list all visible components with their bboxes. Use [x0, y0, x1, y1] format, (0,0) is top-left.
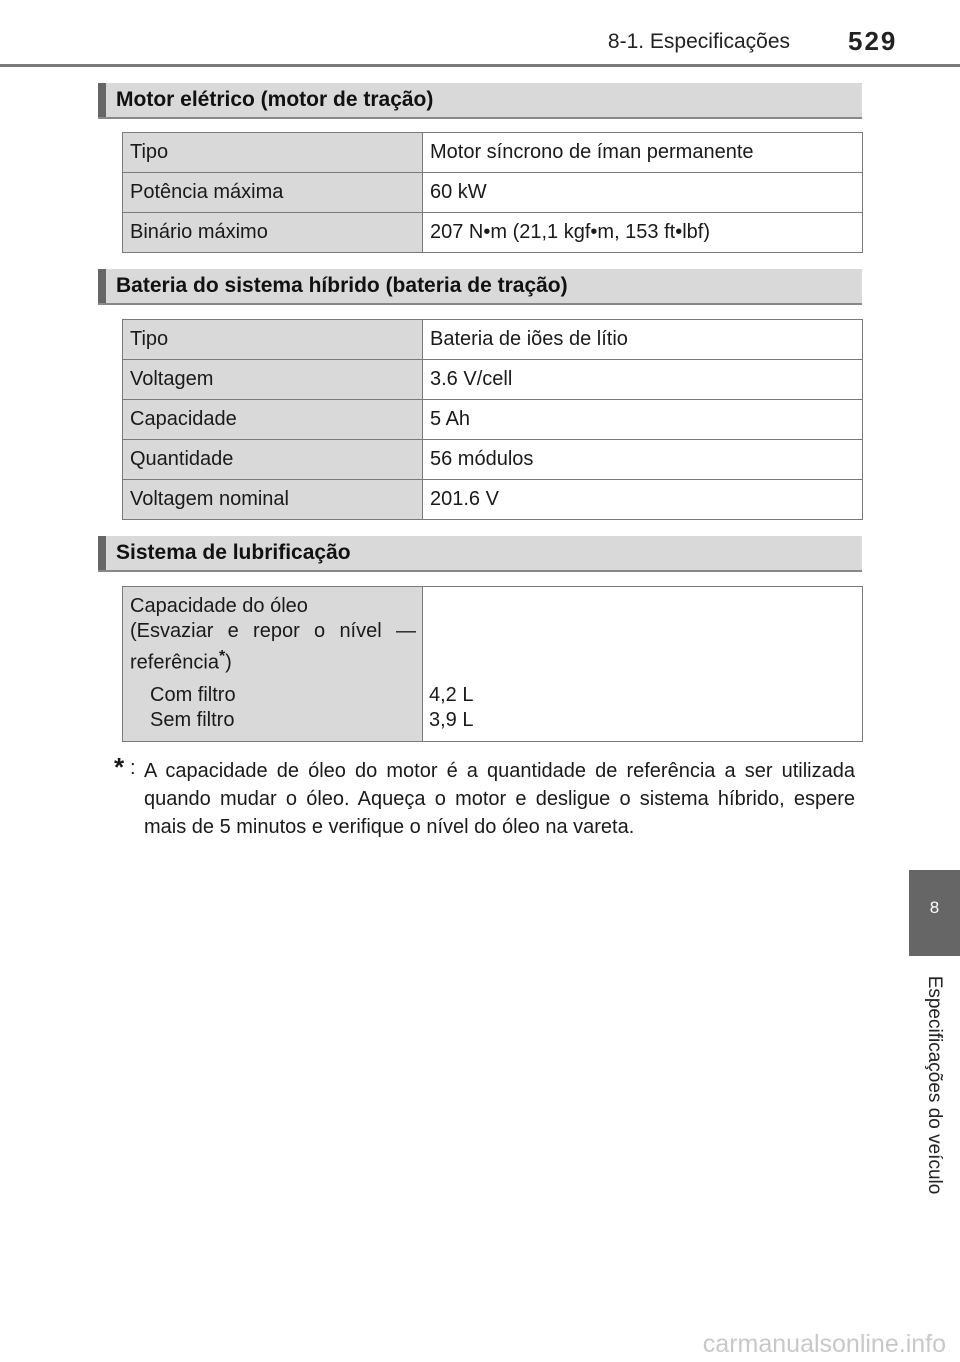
oil-capacity-table — [122, 586, 863, 742]
table-row — [123, 360, 863, 400]
header-rule — [0, 64, 960, 67]
spec-value: Motor síncrono de íman permanente — [423, 133, 863, 173]
spec-label: Voltagem nominal — [123, 480, 423, 520]
oil-label-line3 — [130, 644, 416, 676]
with-filter-value: 4,2 L — [429, 684, 474, 706]
spec-label: Tipo — [123, 320, 423, 360]
oil-label-reference: referência — [130, 651, 219, 674]
table-row — [123, 480, 863, 520]
section-header-battery — [98, 269, 862, 305]
spec-label: Quantidade — [123, 440, 423, 480]
oil-label-cell — [123, 587, 423, 741]
oil-label-word: (Esvaziar — [130, 620, 214, 642]
spec-value: Bateria de iões de lítio — [423, 320, 863, 360]
header-section-title: 8-1. Especificações — [607, 30, 790, 53]
chapter-label: Especificações do veículo — [924, 975, 945, 1195]
table-row — [123, 440, 863, 480]
watermark: carmanualsonline.info — [702, 1330, 946, 1358]
without-filter-label: Sem filtro — [150, 709, 235, 731]
section-title-lubrication: Sistema de lubrificação — [116, 541, 351, 564]
footnote-asterisk: * — [218, 648, 226, 665]
section-header-motor — [98, 83, 862, 119]
with-filter-label: Com filtro — [150, 684, 236, 706]
oil-label-line1: Capacidade do óleo — [130, 595, 308, 617]
motor-spec-table — [122, 132, 863, 253]
spec-label: Capacidade — [123, 400, 423, 440]
table-row — [123, 133, 863, 173]
oil-label-word: e — [227, 620, 239, 642]
table-row — [123, 213, 863, 253]
without-filter-value: 3,9 L — [429, 709, 474, 731]
oil-label-line2 — [130, 619, 416, 644]
chapter-number: 8 — [929, 898, 940, 917]
oil-label-word: repor — [253, 620, 300, 642]
oil-capacity-label — [130, 594, 416, 676]
spec-label: Potência máxima — [123, 173, 423, 213]
table-row — [123, 400, 863, 440]
page-number: 529 — [848, 26, 898, 56]
table-row — [123, 320, 863, 360]
spec-label: Voltagem — [123, 360, 423, 400]
chapter-tab — [909, 870, 960, 956]
oil-label-close: ) — [225, 651, 232, 674]
spec-value: 56 módulos — [423, 440, 863, 480]
spec-value: 60 kW — [423, 173, 863, 213]
section-title-motor: Motor elétrico (motor de tração) — [116, 88, 434, 111]
footnote-colon: : — [130, 757, 136, 779]
oil-label-word: nível — [339, 620, 382, 642]
oil-label-word: o — [314, 620, 326, 642]
section-header-lubrication — [98, 536, 862, 572]
oil-label-word: — — [395, 620, 416, 642]
spec-label: Binário máximo — [123, 213, 423, 253]
spec-value: 3.6 V/cell — [423, 360, 863, 400]
battery-spec-table — [122, 319, 863, 520]
footnote-marker: * — [114, 752, 125, 782]
spec-value: 201.6 V — [423, 480, 863, 520]
table-row — [123, 173, 863, 213]
spec-value: 207 N•m (21,1 kgf•m, 153 ft•lbf) — [423, 213, 863, 253]
spec-value: 5 Ah — [423, 400, 863, 440]
spec-label: Tipo — [123, 133, 423, 173]
footnote-text: A capacidade de óleo do motor é a quantidade de referência a ser utilizada quando mudar o óleo. Aqueça o motor e desligue o sistema híbrido, espere mais de 5 minutos e verifique o nível do óleo na vareta. — [144, 760, 855, 838]
section-title-battery: Bateria do sistema híbrido (bateria de tração) — [116, 274, 568, 297]
